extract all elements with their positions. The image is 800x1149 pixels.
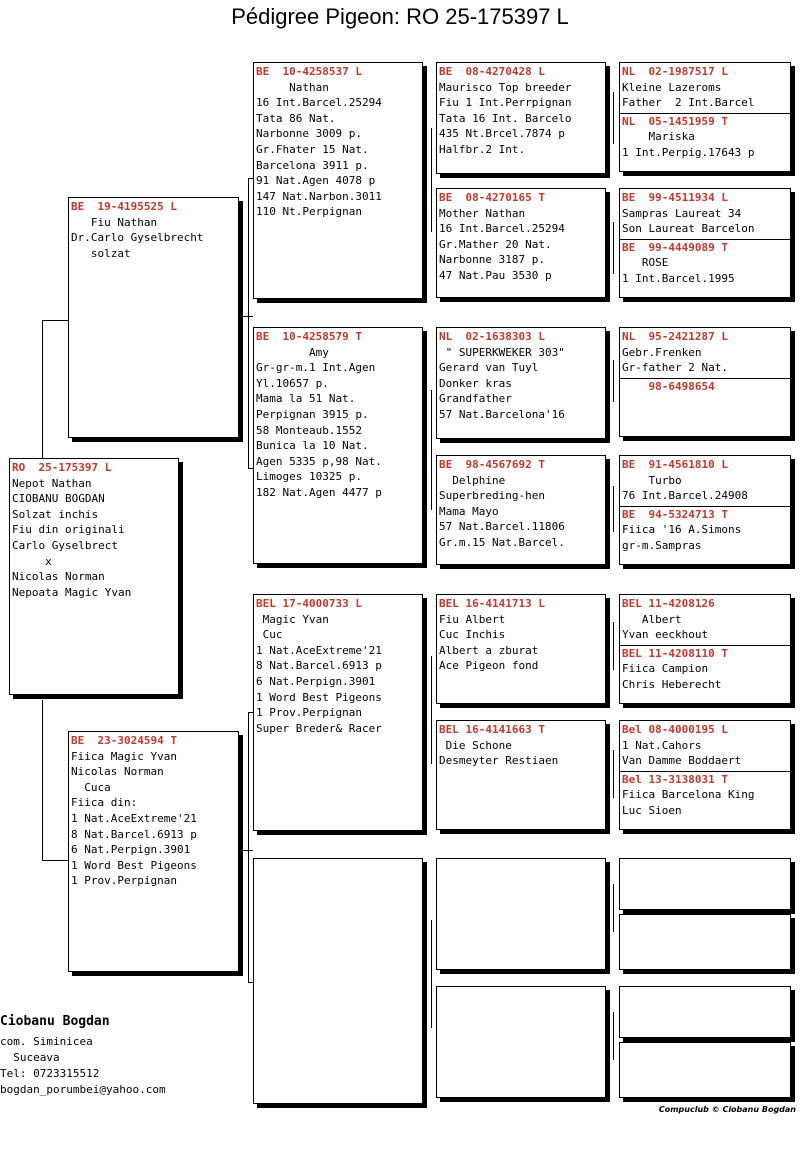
connector: [613, 622, 614, 670]
info-line: 1 Nat.AceExtreme'21: [71, 811, 197, 825]
connector: [431, 656, 432, 764]
pigeon-card-dam-dam-empty[interactable]: [253, 858, 423, 1104]
info-line: Tata 16 Int. Barcelo: [439, 111, 572, 125]
ring-number: Bel 13-3138031 T: [622, 772, 728, 786]
info-line: Kleine Lazeroms: [622, 80, 722, 94]
ring-number: BEL 16-4141663 T: [439, 723, 545, 736]
ring-number: BE 91-4561810 L: [622, 458, 728, 471]
ring-number: 98-6498654: [622, 379, 715, 393]
info-line: " SUPERKWEKER 303": [439, 345, 565, 359]
ring-number: BE 99-4511934 L: [622, 191, 728, 204]
pigeon-card-g5-pair[interactable]: [619, 455, 791, 565]
info-line: Fiica Campion: [622, 662, 709, 676]
connector: [248, 712, 249, 982]
info-line: Gr.Mather 20 Nat.: [439, 237, 552, 251]
ring-number: BE 10-4258537 L: [256, 65, 362, 78]
owner-name: Ciobanu Bogdan: [0, 1014, 110, 1029]
ring-number: BE 99-4449089 T: [622, 240, 728, 254]
ring-number: BE 10-4258579 T: [256, 330, 362, 343]
pigeon-card-sdd[interactable]: [436, 455, 606, 565]
info-line: Luc Sioen: [622, 803, 682, 817]
pigeon-card-sss[interactable]: [436, 62, 606, 174]
info-line: Gr.Fhater 15 Nat.: [256, 142, 369, 156]
ring-number: BE 08-4270428 L: [439, 65, 545, 78]
pigeon-card-g5-pair[interactable]: [619, 327, 791, 437]
connector: [42, 320, 43, 460]
info-line: Agen 5335 p,98 Nat.: [256, 454, 382, 468]
info-line: x: [12, 554, 52, 568]
info-line: 6 Nat.Perpign.3901: [71, 843, 191, 857]
pigeon-card-empty[interactable]: [436, 858, 606, 970]
connector: [613, 884, 614, 932]
info-line: 1 Prov.Perpignan: [256, 706, 362, 720]
ring-number: Bel 08-4000195 L: [622, 723, 728, 736]
info-line: Van Damme Boddaert: [622, 754, 742, 768]
info-line: Gr.m.15 Nat.Barcel.: [439, 535, 565, 549]
info-line: Nepot Nathan: [12, 476, 92, 490]
info-line: 57 Nat.Barcelona'16: [439, 407, 565, 421]
pigeon-card-g5-pair[interactable]: [619, 188, 791, 298]
info-line: CIOBANU BOGDAN: [12, 492, 105, 506]
ring-number: BE 94-5324713 T: [622, 507, 728, 521]
info-line: Nepoata Magic Yvan: [12, 585, 132, 599]
ring-number: BEL 16-4141713 L: [439, 597, 545, 610]
info-line: Sampras Laureat 34: [622, 206, 742, 220]
info-line: 147 Nat.Narbon.3011: [256, 189, 382, 203]
info-line: Barcelona 3911 p.: [256, 158, 369, 172]
info-line: Father 2 Int.Barcel: [622, 96, 755, 110]
info-line: 58 Monteaub.1552: [256, 423, 362, 437]
connector: [42, 700, 43, 860]
info-line: Fiu Albert: [439, 612, 506, 626]
info-line: Desmeyter Restiaen: [439, 754, 559, 768]
info-line: Bunica la 10 Nat.: [256, 439, 369, 453]
info-line: Cuc Inchis: [439, 628, 506, 642]
info-line: Dr.Carlo Gyselbrecht: [71, 231, 204, 245]
pigeon-card-sds[interactable]: [436, 327, 606, 439]
ring-number: NL 02-1638303 L: [439, 330, 545, 343]
info-line: Nicolas Norman: [12, 570, 105, 584]
pigeon-card-dsd[interactable]: [436, 720, 606, 830]
pigeon-card-sire-sire[interactable]: [253, 62, 423, 299]
pigeon-card-sire[interactable]: [68, 197, 239, 438]
info-line: Solzat inchis: [12, 507, 99, 521]
pigeon-card-empty[interactable]: [619, 1042, 791, 1098]
info-line: Nicolas Norman: [71, 765, 164, 779]
info-line: Fiu Nathan: [71, 215, 158, 229]
connector: [42, 320, 70, 321]
owner-email[interactable]: bogdan_porumbei@yahoo.com: [0, 1083, 166, 1096]
info-line: 1 Nat.AceExtreme'21: [256, 643, 382, 657]
pigeon-card-main[interactable]: [9, 458, 179, 695]
pigeon-card-ssd[interactable]: [436, 188, 606, 298]
connector: [613, 92, 614, 144]
info-line: 16 Int.Barcel.25294: [256, 96, 382, 110]
info-line: Mariska: [622, 130, 695, 144]
credit-text: Compuclub © Ciobanu Bogdan: [658, 1105, 796, 1114]
info-line: 1 Int.Barcel.1995: [622, 271, 735, 285]
info-line: solzat: [71, 246, 131, 260]
info-line: 1 Prov.Perpignan: [71, 874, 177, 888]
info-line: Gr-gr-m.1 Int.Agen: [256, 361, 376, 375]
pigeon-card-empty[interactable]: [619, 858, 791, 910]
info-line: 1 Int.Perpig.17643 p: [622, 145, 755, 159]
info-line: Fiica '16 A.Simons: [622, 523, 742, 537]
info-line: Cuc: [256, 628, 283, 642]
info-line: Gerard van Tuyl: [439, 361, 539, 375]
info-line: Mama la 51 Nat.: [256, 392, 356, 406]
pigeon-card-empty[interactable]: [436, 986, 606, 1098]
pigeon-card-dss[interactable]: [436, 594, 606, 704]
info-line: Ace Pigeon fond: [439, 659, 539, 673]
info-line: 8 Nat.Barcel.6913 p: [256, 659, 382, 673]
pigeon-card-dam[interactable]: [68, 731, 239, 972]
pigeon-card-empty[interactable]: [619, 914, 791, 970]
info-line: Nathan: [256, 80, 329, 94]
owner-address: Suceava: [0, 1051, 60, 1064]
ring-number: BEL 11-4208110 T: [622, 646, 728, 660]
connector: [239, 316, 253, 317]
ring-number: BE 23-3024594 T: [71, 734, 177, 747]
connector: [42, 860, 70, 861]
pigeon-card-g5-pair[interactable]: [619, 720, 791, 830]
info-line: 6 Nat.Perpign.3901: [256, 674, 376, 688]
info-line: Cuca: [71, 780, 111, 794]
connector: [613, 360, 614, 402]
info-line: Fiica Magic Yvan: [71, 749, 177, 763]
info-line: Gr-father 2 Nat.: [622, 361, 728, 375]
info-line: 1 Word Best Pigeons: [71, 858, 197, 872]
pigeon-card-sire-dam[interactable]: [253, 327, 423, 564]
info-line: 1 Nat.Cahors: [622, 738, 702, 752]
connector: [613, 222, 614, 274]
ring-number: NL 02-1987517 L: [622, 65, 728, 78]
info-line: Yl.10657 p.: [256, 376, 329, 390]
connector: [431, 390, 432, 510]
pigeon-card-empty[interactable]: [619, 986, 791, 1038]
ring-number: BEL 11-4208126: [622, 597, 715, 610]
ring-number: NL 05-1451959 T: [622, 114, 728, 128]
info-line: Super Breder& Racer: [256, 721, 382, 735]
info-line: Maurisco Top breeder: [439, 80, 572, 94]
pigeon-card-g5-pair[interactable]: [619, 62, 791, 172]
info-line: Fiu din originali: [12, 523, 125, 537]
info-line: Halfbr.2 Int.: [439, 142, 526, 156]
info-line: gr-m.Sampras: [622, 538, 702, 552]
info-line: Donker kras: [439, 376, 512, 390]
info-line: Fiica din:: [71, 796, 138, 810]
ring-number: RO 25-175397 L: [12, 461, 112, 474]
info-line: Mama Mayo: [439, 504, 499, 518]
info-line: 57 Nat.Barcel.11806: [439, 520, 565, 534]
info-line: 182 Nat.Agen 4477 p: [256, 485, 382, 499]
owner-info: [0, 1014, 166, 1098]
connector: [248, 178, 249, 468]
info-line: Perpignan 3915 p.: [256, 407, 369, 421]
info-line: Tata 86 Nat.: [256, 111, 336, 125]
info-line: 47 Nat.Pau 3530 p: [439, 268, 552, 282]
info-line: Albert: [622, 612, 682, 626]
ring-number: BE 98-4567692 T: [439, 458, 545, 471]
info-line: Son Laureat Barcelon: [622, 222, 755, 236]
owner-phone: Tel: 0723315512: [0, 1067, 100, 1080]
info-line: Delphine: [439, 473, 506, 487]
connector: [613, 1012, 614, 1060]
info-line: Carlo Gyselbrect: [12, 538, 118, 552]
ring-number: BEL 17-4000733 L: [256, 597, 362, 610]
info-line: Superbreding-hen: [439, 489, 545, 503]
info-line: Fiu 1 Int.Perrpignan: [439, 96, 572, 110]
info-line: Narbonne 3187 p.: [439, 253, 545, 267]
info-line: ROSE: [622, 256, 669, 270]
info-line: Albert a zburat: [439, 643, 539, 657]
info-line: Die Schone: [439, 738, 512, 752]
info-line: 91 Nat.Agen 4078 p: [256, 174, 376, 188]
connector: [431, 128, 432, 232]
pigeon-card-dam-sire[interactable]: [253, 594, 423, 831]
info-line: Magic Yvan: [256, 612, 329, 626]
info-line: 16 Int.Barcel.25294: [439, 222, 565, 236]
info-line: Chris Heberecht: [622, 677, 722, 691]
info-line: Grandfather: [439, 392, 512, 406]
info-line: Limoges 10325 p.: [256, 470, 362, 484]
info-line: Narbonne 3009 p.: [256, 127, 362, 141]
info-line: Mother Nathan: [439, 206, 526, 220]
connector: [239, 850, 253, 851]
owner-address: com. Siminicea: [0, 1035, 93, 1048]
info-line: 76 Int.Barcel.24908: [622, 489, 748, 503]
pigeon-card-g5-pair[interactable]: [619, 594, 791, 704]
info-line: Gebr.Frenken: [622, 345, 702, 359]
connector: [613, 486, 614, 532]
info-line: 435 Nt.Brcel.7874 p: [439, 127, 565, 141]
page-title: Pédigree Pigeon: RO 25-175397 L: [231, 4, 569, 29]
info-line: Amy: [256, 345, 329, 359]
info-line: Fiica Barcelona King: [622, 788, 755, 802]
ring-number: BE 19-4195525 L: [71, 200, 177, 213]
info-line: 1 Word Best Pigeons: [256, 690, 382, 704]
connector: [431, 920, 432, 1028]
info-line: 110 Nt.Perpignan: [256, 205, 362, 219]
ring-number: NL 95-2421287 L: [622, 330, 728, 343]
info-line: Turbo: [622, 473, 682, 487]
info-line: 8 Nat.Barcel.6913 p: [71, 827, 197, 841]
info-line: Yvan eeckhout: [622, 628, 709, 642]
ring-number: BE 08-4270165 T: [439, 191, 545, 204]
connector: [613, 750, 614, 798]
